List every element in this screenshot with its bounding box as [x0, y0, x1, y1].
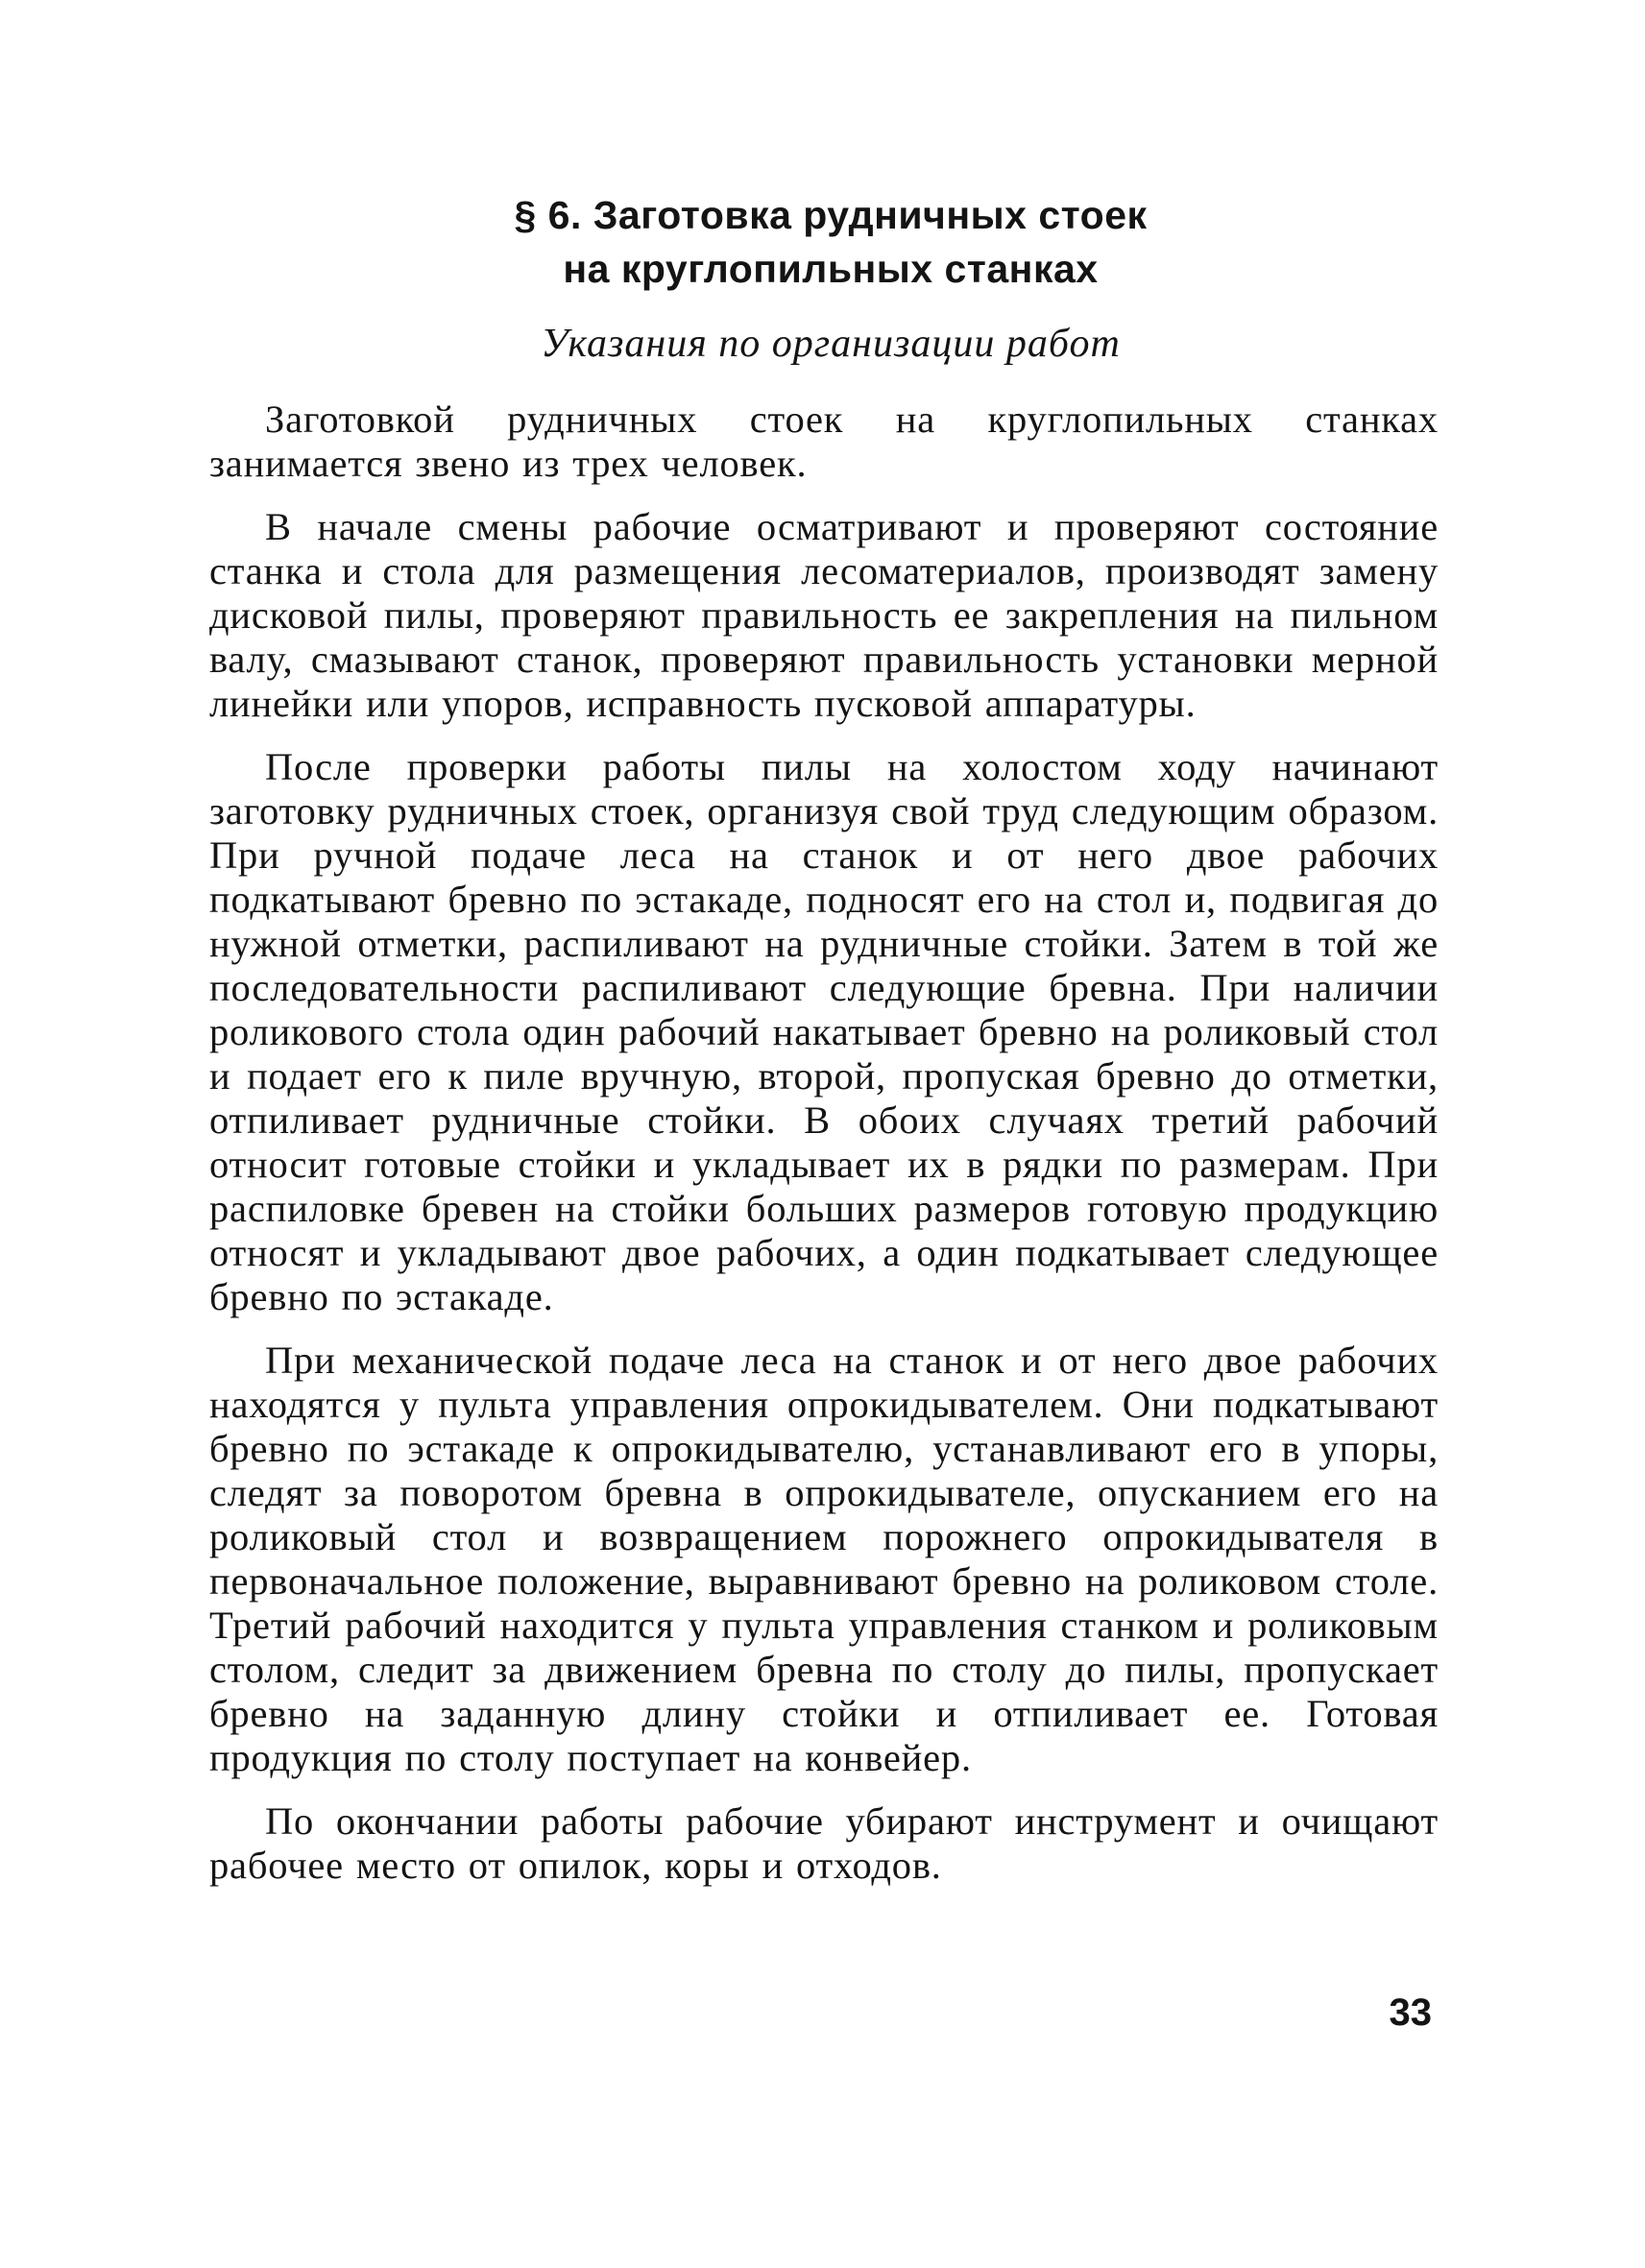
paragraph-5: По окончании работы рабочие убирают инструмент и очищают рабочее место от опилок, коры и отходов. [209, 1799, 1439, 1887]
paragraph-4: При механической подаче леса на станок и от него двое рабочих находятся у пульта управления опрокидывателем. Они подкатывают бревно по эстакаде к опрокидывателю, устанавливают его в упоры, следят за поворотом бревна в опрокидывателе, опусканием его на роликовый стол и возвращением порожнего опрокидывателя в первоначальное положение, выравнивают бревно на роликовом столе. Третий рабочий находится у пульта управления станком и роликовым столом, следит за движением бревна по столу до пилы, пропускает бревно на заданную длину стойки и отпиливает ее. Готовая продукция по столу поступает на конвейер. [209, 1339, 1439, 1779]
paragraph-1: Заготовкой рудничных стоек на круглопильных станках занимается звено из трех человек. [209, 398, 1439, 485]
page-number: 33 [1389, 1991, 1432, 2034]
section-title-line-2: на круглопильных станках [563, 247, 1099, 291]
section-heading [384, 188, 1277, 296]
section-subtitle: Указания по организации работ [541, 322, 1121, 366]
body-text [209, 398, 1439, 1907]
section-title-line-1: § 6. Заготовка рудничных стоек [514, 193, 1148, 237]
paragraph-3: После проверки работы пилы на холостом ходу начинают заготовку рудничных стоек, организуя свой труд следующим образом. При ручной подаче леса на станок и от него двое рабочих подкатывают бревно по эстакаде, подносят его на стол и, подвигая до нужной отметки, распиливают на рудничные стойки. Затем в той же последовательности распиливают следующие бревна. При наличии роликового стола один рабочий накатывает бревно на роликовый стол и подает его к пиле вручную, второй, пропуская бревно до отметки, отпиливает рудничные стойки. В обоих случаях третий рабочий относит готовые стойки и укладывает их в рядки по размерам. При распиловке бревен на стойки больших размеров готовую продукцию относят и укладывают двое рабочих, а один подкатывает следующее бревно по эстакаде. [209, 745, 1439, 1318]
paragraph-2: В начале смены рабочие осматривают и проверяют состояние станка и стола для размещения лесоматериалов, производят замену дисковой пилы, проверяют правильность ее закрепления на пильном валу, смазывают станок, проверяют правильность установки мерной линейки или упоров, исправность пусковой аппаратуры. [209, 505, 1439, 725]
